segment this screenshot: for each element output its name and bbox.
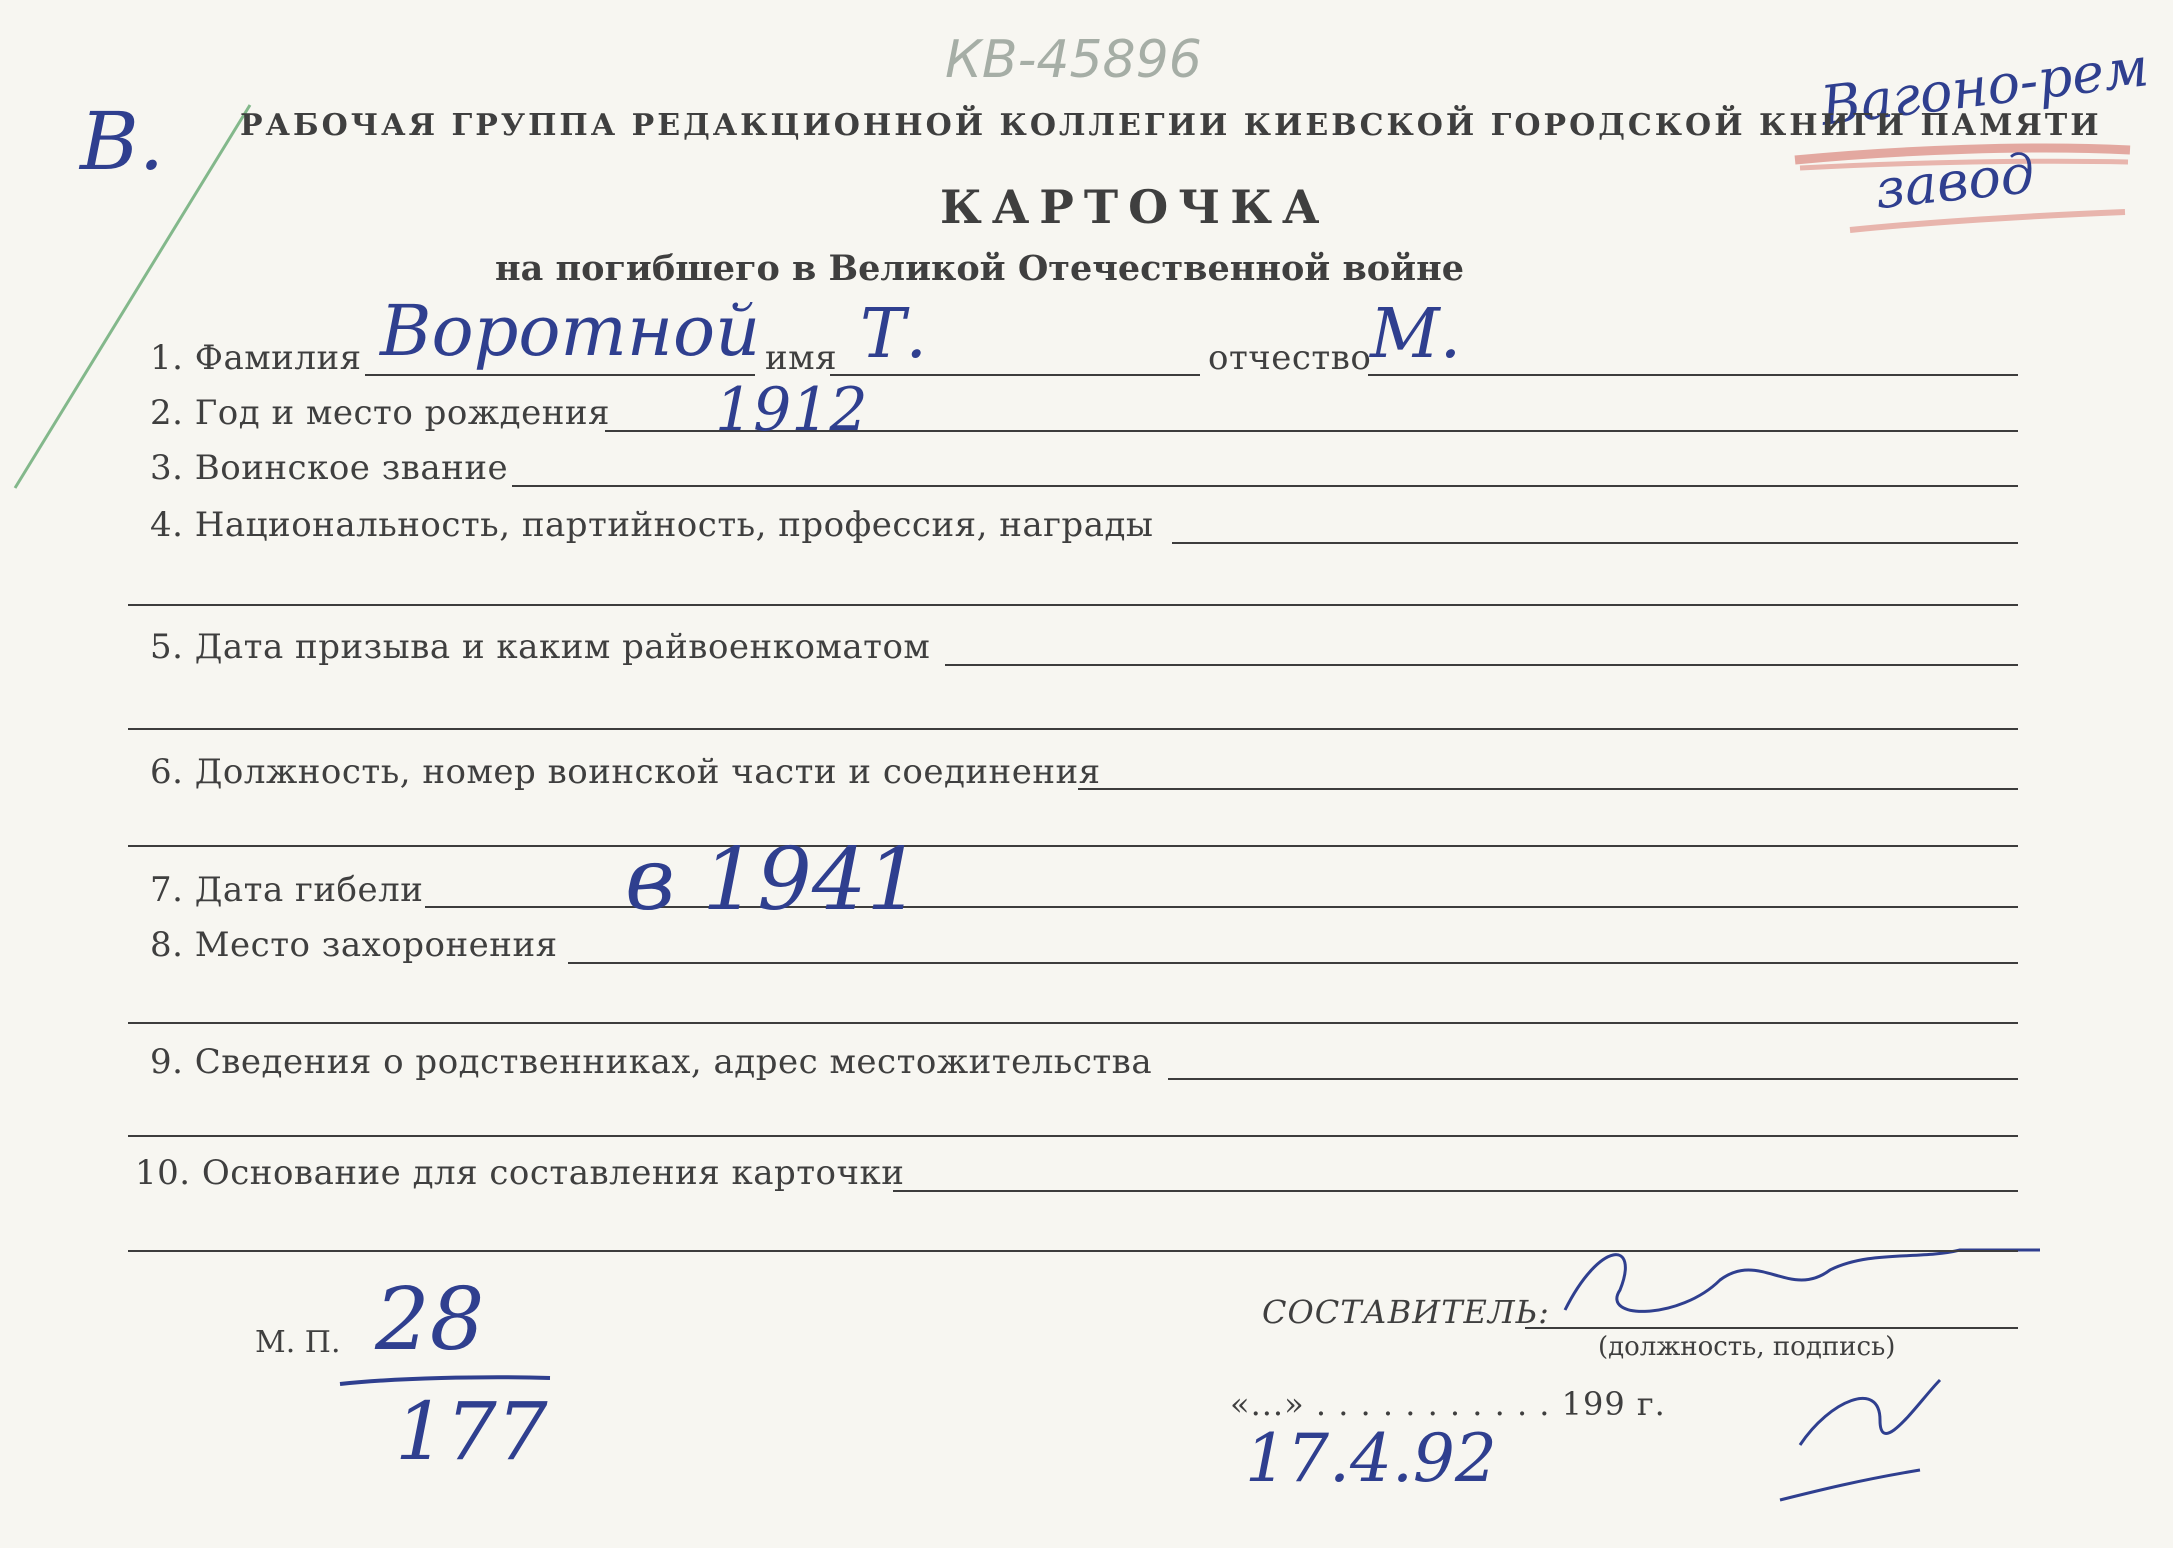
field-conscription-line-2 bbox=[128, 728, 2018, 730]
card-title: КАРТОЧКА bbox=[940, 180, 1330, 234]
organization-header: РАБОЧАЯ ГРУППА РЕДАКЦИОННОЙ КОЛЛЕГИИ КИЕВСКОЙ ГОРОДСКОЙ КНИГИ ПАМЯТИ bbox=[240, 108, 2102, 143]
field-conscription-line bbox=[945, 664, 2018, 666]
field-basis-line-2 bbox=[128, 1250, 2018, 1252]
field-burial-line bbox=[568, 962, 2018, 964]
field-surname-value: Воротной bbox=[380, 290, 761, 372]
field-conscription-label: 5. Дата призыва и каким райвоенкоматом bbox=[150, 627, 931, 667]
mp-number-top: 28 bbox=[375, 1270, 485, 1370]
field-relatives-label: 9. Сведения о родственниках, адрес местожительства bbox=[150, 1042, 1153, 1082]
corner-note-line2: завод bbox=[1872, 141, 2038, 222]
compiler-signature bbox=[1565, 1250, 2040, 1311]
compiler-label: СОСТАВИТЕЛЬ: bbox=[1262, 1293, 1550, 1331]
compiler-line bbox=[1525, 1327, 2018, 1329]
field-basis-line bbox=[893, 1190, 2018, 1192]
mp-label: М. П. bbox=[255, 1325, 341, 1360]
field-relatives-line bbox=[1168, 1078, 2018, 1080]
field-name-value: Т. bbox=[860, 295, 927, 374]
field-position-line-2 bbox=[128, 845, 2018, 847]
field-death-value: в 1941 bbox=[625, 830, 922, 930]
field-nationality-line-2 bbox=[128, 604, 2018, 606]
corner-left-mark: В. bbox=[80, 95, 165, 188]
field-burial-label: 8. Место захоронения bbox=[150, 925, 558, 965]
second-signature bbox=[1780, 1380, 1940, 1500]
date-template: «...» . . . . . . . . . . . 199 г. bbox=[1230, 1385, 1666, 1423]
field-relatives-line-2 bbox=[128, 1135, 2018, 1137]
field-death-label: 7. Дата гибели bbox=[150, 870, 424, 910]
compiler-caption: (должность, подпись) bbox=[1598, 1332, 1896, 1362]
field-rank-line bbox=[512, 485, 2018, 487]
archive-number: КВ-45896 bbox=[945, 30, 1202, 90]
field-burial-line-2 bbox=[128, 1022, 2018, 1024]
field-patronymic-value: М. bbox=[1370, 295, 1462, 374]
field-position-line bbox=[1078, 788, 2018, 790]
field-basis-label: 10. Основание для составления карточки bbox=[135, 1153, 905, 1193]
field-nationality-line bbox=[1172, 542, 2018, 544]
date-handwritten: 17.4.92 bbox=[1245, 1420, 1497, 1497]
field-surname-line bbox=[365, 374, 755, 376]
corner-note-line1: Вагоно-рем bbox=[1817, 35, 2152, 138]
card-subtitle: на погибшего в Великой Отечественной войне bbox=[495, 248, 1464, 289]
field-rank-label: 3. Воинское звание bbox=[150, 448, 509, 488]
mp-number-bottom: 177 bbox=[395, 1385, 548, 1478]
field-position-label: 6. Должность, номер воинской части и соединения bbox=[150, 752, 1101, 792]
field-patronymic-line bbox=[1368, 374, 2018, 376]
field-patronymic-label: отчество bbox=[1208, 338, 1372, 378]
field-surname-label: 1. Фамилия bbox=[150, 338, 362, 378]
field-name-line bbox=[830, 374, 1200, 376]
field-nationality-label: 4. Национальность, партийность, профессия, награды bbox=[150, 505, 1154, 545]
field-name-label: имя bbox=[765, 338, 838, 378]
field-birth-value: 1912 bbox=[715, 375, 868, 445]
field-birth-label: 2. Год и место рождения bbox=[150, 393, 610, 433]
